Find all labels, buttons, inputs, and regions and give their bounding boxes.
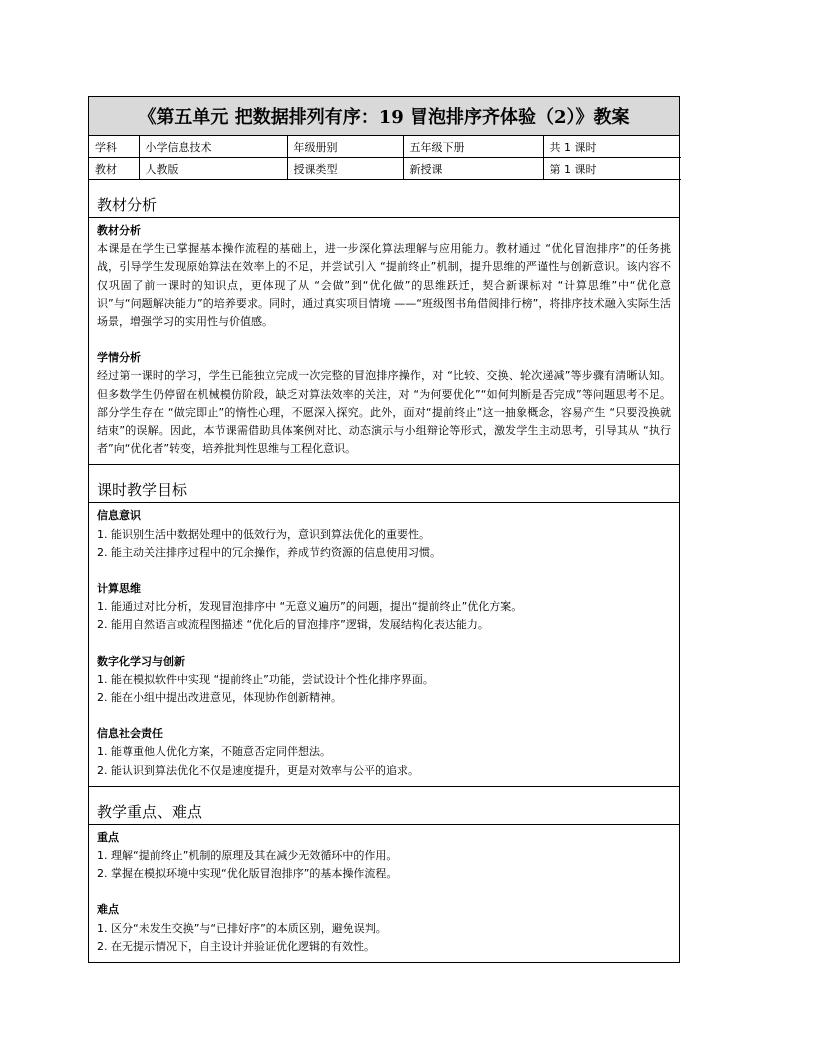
subsection-title: 重点 [97,830,119,844]
list-item: 2. 在无提示情况下，自主设计并验证优化逻辑的有效性。 [97,939,375,953]
section-heading-analysis: 教材分析 [89,180,679,218]
section-body-key-points [89,825,679,962]
subsection-title: 教材分析 [97,224,141,237]
table-cell: 五年级下册 [403,136,543,158]
section-heading-goals: 课时教学目标 [89,465,679,503]
list-item: 2. 能用自然语言或流程图描述 “优化后的冒泡排序”逻辑，发展结构化表达能力。 [97,618,489,632]
table-cell: 共 1 课时 [543,136,681,158]
document-title: 《第五单元 把数据排列有序：19 冒泡排序齐体验（2）》教案 [89,97,679,136]
table-cell: 授课类型 [287,158,403,180]
list-item: 1. 能尊重他人优化方案，不随意否定同伴想法。 [97,745,331,759]
subsection-title: 信息社会责任 [97,727,163,741]
paragraph-student-analysis: 经过第一课时的学习，学生已能独立完成一次完整的冒泡排序操作，对 “比较、交换、轮次递减”等步骤有清晰认知。但多数学生仍停留在机械模仿阶段，缺乏对算法效率的关注，对 “为何要优化”“如何判断是否完成”等问题思考不足。部分学生存在 “做完即止”的惰性心理，不愿深入探究。此外，面对“提前终止”这一抽象概念，容易产生 “只要没换就结束”的误解。因此，本节课需借助具体案例对比、动态演示与小组辩论等形式，激发学生主动思考，引导其从 “执行者”向“优化者”转变，培养批判性思维与工程化意识。 [97,369,671,456]
section-body-goals [89,503,679,786]
list-item: 1. 区分“未发生交换”与“已排好序”的本质区别，避免误判。 [97,921,387,935]
paragraph-material-analysis: 本课是在学生已掌握基本操作流程的基础上，进一步深化算法理解与应用能力。教材通过 “优化冒泡排序”的任务挑战，引导学生发现原始算法在效率上的不足，并尝试引入 “提前终止”机制，提升思维的严谨性与创新意识。该内容不仅巩固了前一课时的知识点，更体现了从 “会做”到“优化做”的思维跃迁，契合新课标对 “计算思维”中“优化意识”与“问题解决能力”的培养要求。同时，通过真实项目情境 ——“班级图书角借阅排行榜”，将排序技术融入实际生活场景，增强学习的实用性与价值感。 [97,242,671,329]
section-body-analysis [89,218,679,465]
section-heading-key-points: 教学重点、难点 [89,787,679,825]
table-row [89,136,681,158]
subsection-title: 难点 [97,903,119,917]
list-item: 2. 能在小组中提出改进意见，体现协作创新精神。 [97,691,342,705]
list-item: 2. 能主动关注排序过程中的冗余操作，养成节约资源的信息使用习惯。 [97,545,441,559]
table-cell: 小学信息技术 [139,136,287,158]
list-item: 1. 能识别生活中数据处理中的低效行为，意识到算法优化的重要性。 [97,527,430,541]
lesson-plan-document [88,96,680,963]
table-cell: 新授课 [403,158,543,180]
table-cell: 第 1 课时 [543,158,681,180]
list-item: 2. 掌握在模拟环境中实现“优化版冒泡排序”的基本操作流程。 [97,867,398,881]
subsection-title: 信息意识 [97,509,141,523]
subsection-title: 学情分析 [97,351,141,365]
subsection-title: 计算思维 [97,582,141,596]
table-row [89,158,681,180]
list-item: 2. 能认识到算法优化不仅是速度提升，更是对效率与公平的追求。 [97,763,419,777]
table-cell: 教材 [89,158,139,180]
list-item: 1. 能在模拟软件中实现 “提前终止”功能，尝试设计个性化排序界面。 [97,672,434,686]
table-cell: 人教版 [139,158,287,180]
list-item: 1. 理解“提前终止”机制的原理及其在减少无效循环中的作用。 [97,849,398,863]
table-cell: 学科 [89,136,139,158]
table-cell: 年级册别 [287,136,403,158]
list-item: 1. 能通过对比分析，发现冒泡排序中 “无意义遍历”的问题，提出“提前终止”优化方案。 [97,600,523,614]
subsection-title: 数字化学习与创新 [97,654,185,668]
course-info-table [89,136,681,180]
